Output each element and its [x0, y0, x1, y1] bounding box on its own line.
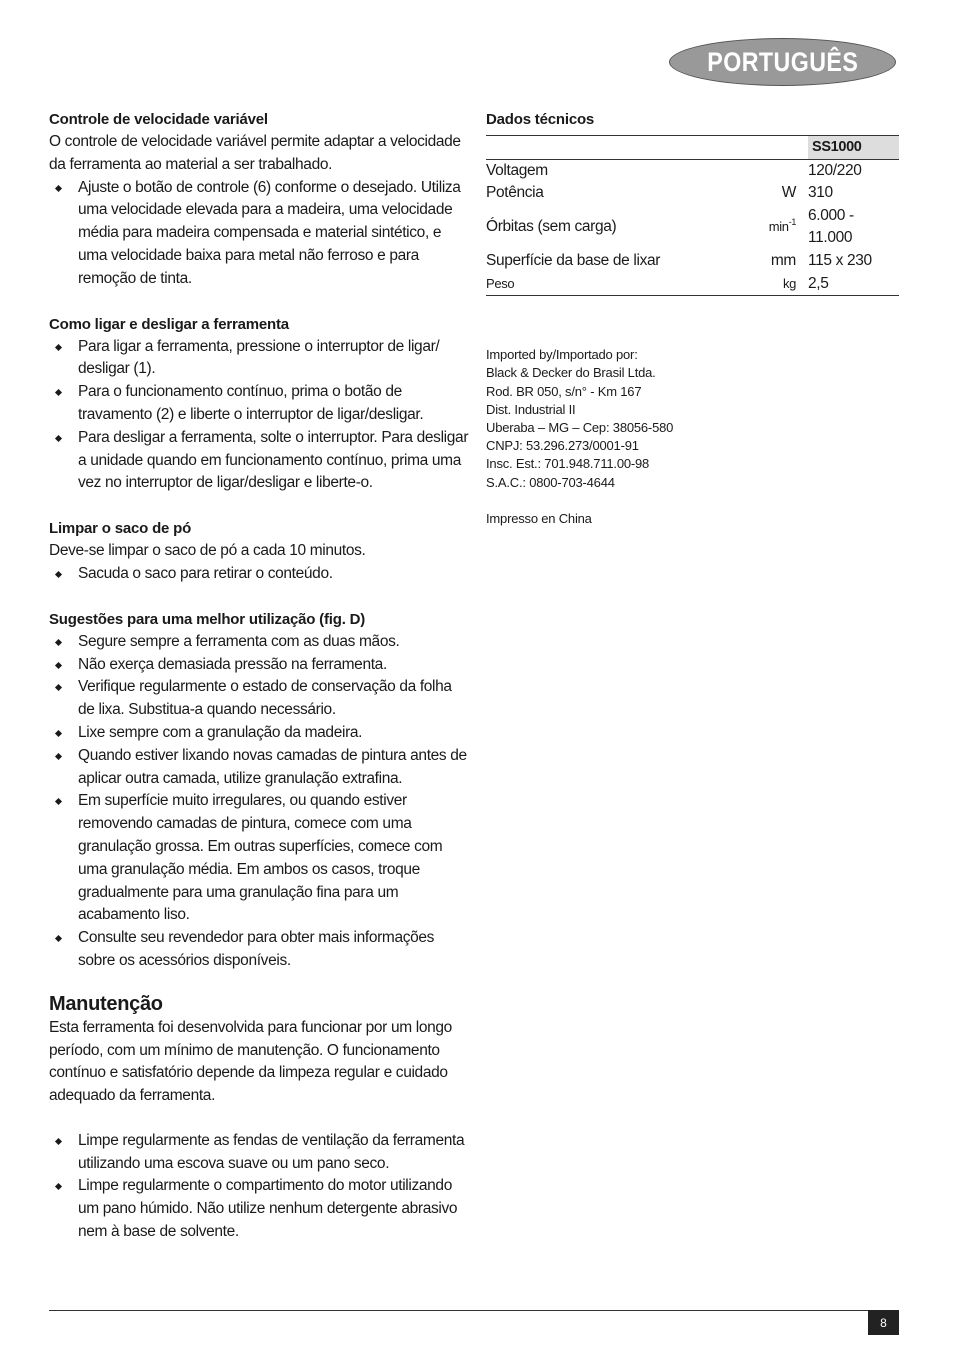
- section-intro: Deve-se limpar o saco de pó a cada 10 minutos.: [49, 542, 366, 560]
- list-item: Para ligar a ferramenta, pressione o interruptor de ligar/ desligar (1).: [49, 336, 469, 382]
- spec-unit: [736, 205, 808, 250]
- spec-value: 2,5: [808, 273, 899, 296]
- spec-unit-base: min: [768, 219, 789, 235]
- list-item: Verifique regularmente o estado de conservação da folha de lixa. Substitua-a quando necessário.: [49, 676, 469, 722]
- table-row: [486, 273, 899, 296]
- list-item: Ajuste o botão de controle (6) conforme o desejado. Utiliza uma velocidade elevada para a madeira, uma velocidade média para madeira compensada e material sintético, e uma velocidade baixa para metal não ferroso e para remoção de tinta.: [49, 177, 469, 291]
- importer-line: Uberaba – MG – Cep: 38056-580: [486, 419, 674, 435]
- spec-label: Peso: [486, 273, 736, 296]
- table-header-row: [486, 136, 899, 160]
- spec-unit: W: [781, 184, 796, 202]
- table-row: [486, 205, 899, 250]
- list-item: Lixe sempre com a granulação da madeira.: [49, 722, 469, 745]
- spec-label: Órbitas (sem carga): [486, 218, 617, 236]
- spec-unit: mm: [770, 251, 796, 269]
- section-title: Controle de velocidade variável: [49, 111, 268, 128]
- list-item: Em superfície muito irregulares, ou quando estiver removendo camadas de pintura, comece com uma granulação grossa. Em outras superfícies, comece com uma granulação média. Em ambos os casos, troque gradualmente para uma granulação fina para um acabamento liso.: [49, 790, 469, 927]
- spec-value: 120/220: [808, 161, 862, 179]
- spec-value: 115 x 230: [808, 251, 872, 269]
- spec-value: 310: [808, 184, 833, 202]
- page-number: 8: [868, 1310, 899, 1335]
- section-speed-control: [49, 108, 469, 291]
- list-item: Quando estiver lixando novas camadas de pintura antes de aplicar outra camada, utilize granulação extrafina.: [49, 745, 469, 791]
- bullet-list: [49, 563, 469, 586]
- spec-unit: kg: [736, 273, 808, 296]
- table-row: [486, 182, 899, 205]
- section-intro: Esta ferramenta foi desenvolvida para funcionar por um longo período, com um mínimo de manutenção. O funcionamento contínuo e satisfatório depende da limpeza regular e cuidado adequado da ferramenta.: [49, 1018, 452, 1105]
- spec-unit: [736, 159, 808, 182]
- tech-data-title: Dados técnicos: [486, 111, 595, 128]
- bullet-list: [49, 631, 469, 973]
- spec-label: Voltagem: [486, 161, 548, 179]
- spec-unit-exponent: -1: [788, 216, 796, 227]
- importer-line: Rod. BR 050, s/n° - Km 167: [486, 383, 642, 399]
- maintenance-heading: Manutenção: [49, 992, 163, 1015]
- section-tips: [49, 608, 469, 973]
- printed-in: Impresso en China: [486, 510, 592, 526]
- bullet-list: [49, 1130, 469, 1244]
- footer-divider: [49, 1310, 899, 1311]
- tech-data-table: [486, 135, 899, 296]
- section-title: Sugestões para uma melhor utilização (fig. D): [49, 610, 366, 628]
- section-intro: O controle de velocidade variável permite adaptar a velocidade da ferramenta ao material a ser trabalhado.: [49, 133, 461, 173]
- table-row: [486, 250, 899, 273]
- list-item: Limpe regularmente as fendas de ventilação da ferramenta utilizando uma escova suave ou um pano seco.: [49, 1130, 469, 1176]
- spec-label: Potência: [486, 184, 544, 202]
- right-column: [486, 108, 899, 528]
- section-switch: [49, 313, 469, 496]
- language-label: PORTUGUÊS: [707, 46, 858, 77]
- language-badge: [669, 38, 896, 86]
- list-item: Segure sempre a ferramenta com as duas mãos.: [49, 631, 469, 654]
- section-maintenance: [49, 991, 469, 1244]
- list-item: Para desligar a ferramenta, solte o interruptor. Para desligar a unidade quando em funcionamento contínuo, prima uma vez no interruptor de ligar/desligar e liberte-o.: [49, 427, 469, 495]
- bullet-list: [49, 336, 469, 496]
- bullet-list: [49, 177, 469, 291]
- list-item: Para o funcionamento contínuo, prima o botão de travamento (2) e liberte o interruptor de ligar/desligar.: [49, 381, 469, 427]
- importer-line: Insc. Est.: 701.948.711.00-98: [486, 456, 650, 472]
- importer-line: CNPJ: 53.296.273/0001-91: [486, 438, 639, 454]
- spec-label: Superfície da base de lixar: [486, 251, 661, 269]
- list-item: Não exerça demasiada pressão na ferramenta.: [49, 654, 469, 677]
- list-item: Sacuda o saco para retirar o conteúdo.: [49, 563, 469, 586]
- section-title: Limpar o saco de pó: [49, 520, 192, 538]
- list-item: Consulte seu revendedor para obter mais informações sobre os acessórios disponíveis.: [49, 927, 469, 973]
- model-name: SS1000: [808, 136, 899, 160]
- importer-line: Dist. Industrial II: [486, 401, 576, 417]
- section-dust-bag: [49, 517, 469, 586]
- spec-value: 6.000 - 11.000: [808, 206, 854, 247]
- left-column: [49, 108, 469, 1244]
- importer-info: [486, 346, 899, 528]
- importer-line: Imported by/Importado por:: [486, 347, 638, 363]
- list-item: Limpe regularmente o compartimento do motor utilizando um pano húmido. Não utilize nenhum detergente abrasivo nem à base de solvente.: [49, 1175, 469, 1243]
- importer-line: S.A.C.: 0800-703-4644: [486, 474, 615, 490]
- importer-line: Black & Decker do Brasil Ltda.: [486, 365, 656, 381]
- table-row: [486, 159, 899, 182]
- section-title: Como ligar e desligar a ferramenta: [49, 315, 289, 333]
